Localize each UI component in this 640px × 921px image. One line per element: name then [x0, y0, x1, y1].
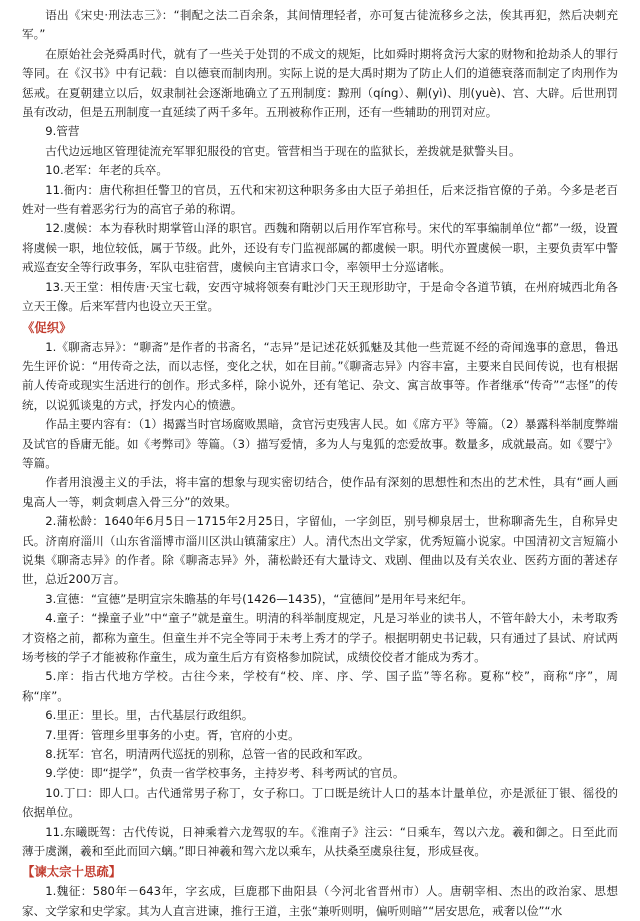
paragraph: 3.宣德：“宣德”是明宣宗朱瞻基的年号(1426—1435)，“宣德间”是用年号来纪年。: [45, 591, 473, 606]
paragraph: 4.童子：“操童子业”中“童子”就是童生。明清的科举制度规定，凡是习举业的读书人，不管年龄大小，未考取秀才资格之前，都称为童生。但童生并不完全等同于未考上秀才的学子。根据明朝史书记载，只有通过了县试、府试两场考核的学子才能被称作童生，成为童生后方有资格参加院试，成绩佼佼者才能成为秀才。: [22, 611, 618, 664]
paragraph: 6.里正：里长。里，古代基层行政组织。: [45, 708, 254, 723]
paragraph: 8.抚军：官名，明清两代巡抚的别称，总管一省的民政和军政。: [45, 747, 370, 762]
paragraph: 7.里胥：管理乡里事务的小吏。胥，官府的小吏。: [45, 727, 300, 742]
paragraph: 10.老军：年老的兵卒。: [45, 163, 168, 178]
section-heading: 《促织》: [22, 319, 72, 335]
paragraph: 作品主要内容有：（1）揭露当时官场腐败黑暗，贪官污吏残害人民。如《席方平》等篇。（2）暴露科举制度弊端及试官的昏庸无能。如《考弊司》等篇。（3）描写爱情，多为人与鬼狐的恋爱故事。数量多，成就最高。如《婴宁》等篇。: [22, 417, 618, 470]
paragraph: 在原始社会尧舜禹时代，就有了一些关于处罚的不成文的规矩，比如舜时期将贪污大家的财物和抢劫杀人的罪行等同。在《汉书》中有记载：自以德衰而制肉刑。实际上说的是大禹时期为了防止人们的道德衰落而制定了肉刑作为惩戒。在夏朝建立以后，奴隶制社会逐渐地确立了五刑制度：黥刑（qíng）、劓(yì)、刖(yuè)、宫、大辟。后世刑罚虽有改动，但是五刑制度一直延续了两千多年。五刑被称作正刑，还有一些辅助的刑罚对应。: [22, 46, 618, 120]
paragraph: 作者用浪漫主义的手法，将丰富的想象与现实密切结合，使作品有深刻的思想性和杰出的艺术性，具有“画人画鬼高人一等，刺贪刺虐入骨三分”的效果。: [22, 475, 618, 509]
paragraph: 11.东曦既驾：古代传说，日神乘着六龙驾驭的车。《淮南子》注云：“日乘车，驾以六龙。羲和御之。日至此而薄于虞渊，羲和至此而回六螭。”即日神羲和驾六龙以乘车，从扶桑至虞泉往复，形成昼夜。: [22, 824, 618, 859]
section-heading: 【谏太宗十思疏】: [22, 864, 122, 880]
paragraph: 1.魏征：580年－643年，字玄成，巨鹿郡下曲阳县（今河北省晋州市）人。唐朝宰相、杰出的政治家、思想家、文学家和史学家。其为人直言进谏，推行王道，主张“兼听则明，偏听则暗”“居安思危，戒奢以俭”“水: [22, 884, 618, 918]
paragraph: 9.管营: [45, 124, 80, 139]
paragraph: 11.衙内：唐代称担任警卫的官员，五代和宋初这种职务多由大臣子弟担任，后来泛指官僚的子弟。今多是老百姓对一些有着恶劣行为的高官子弟的称谓。: [22, 182, 618, 217]
paragraph: 语出《宋史·刑法志三》：“剕配之法二百余条，其间情理轻者，亦可复古徒流移乡之法，俟其再犯，然后决刺充军。”: [22, 8, 618, 42]
paragraph: 12.虞候：本为春秋时期掌管山泽的职官。西魏和隋朝以后用作军官称号。宋代的军事编制单位“都”一级，设置将虞候一职，地位较低，属于节级。此外，还设有专门监视部属的都虞候一职。明代亦置虞候一职，主要负责军中警戒巡查安全等行政事务，军队屯驻宿营，虞候向主官请求口令，率领甲士分巡诸帐。: [22, 221, 618, 275]
paragraph: 10.丁口：即人口。古代通常男子称丁，女子称口。丁口既是统计人口的基本计量单位，亦是派征丁银、徭役的依据单位。: [22, 785, 618, 820]
paragraph: 9.学使：即“提学”，负责一省学校事务，主持岁考、科考两试的官员。: [45, 766, 405, 781]
paragraph: 5.庠：指古代地方学校。古往今来，学校有“校、庠、序、学、国子监”等名称。夏称“校”，商称“序”，周称“庠”。: [22, 669, 618, 703]
paragraph: 13.天王堂：相传唐·天宝七载，安西守城将领奏有毗沙门天王现形助守，于是命令各道节镇，在州府城西北角各立天王像。后来军营内也设立天王堂。: [22, 279, 618, 314]
paragraph: 1.《聊斋志异》：“聊斋”是作者的书斋名，“志异”是记述花妖狐魅及其他一些荒诞不经的奇闻逸事的意思，鲁迅先生评价说：“用传奇之法，而以志怪，变化之状，如在目前。”《聊斋志异》内容丰富，主要来自民间传说，也有根据前人传奇或现实生活进行的创作。形式多样，除小说外，还有笔记、杂文、寓言故事等。作者继承“传奇”“志怪”的传统，以说狐谈鬼的方式，抒发内心的愤懑。: [22, 339, 618, 412]
paragraph: 古代边远地区管理徒流充军罪犯服役的官吏。管营相当于现在的监狱长，差拨就是狱警头目。: [45, 143, 521, 158]
paragraph: 2.蒲松龄：1640年6月5日－1715年2月25日，字留仙，一字剑臣，别号柳泉居士，世称聊斋先生，自称异史氏。济南府淄川（山东省淄博市淄川区洪山镇蒲家庄）人。清代杰出文学家，优秀短篇小说家。中国清初文言短篇小说集《聊斋志异》的作者。除《聊斋志异》外，蒲松龄还有大量诗文、戏剧、俚曲以及有关农业、医药方面的著述存世，总近200万言。: [22, 514, 618, 587]
